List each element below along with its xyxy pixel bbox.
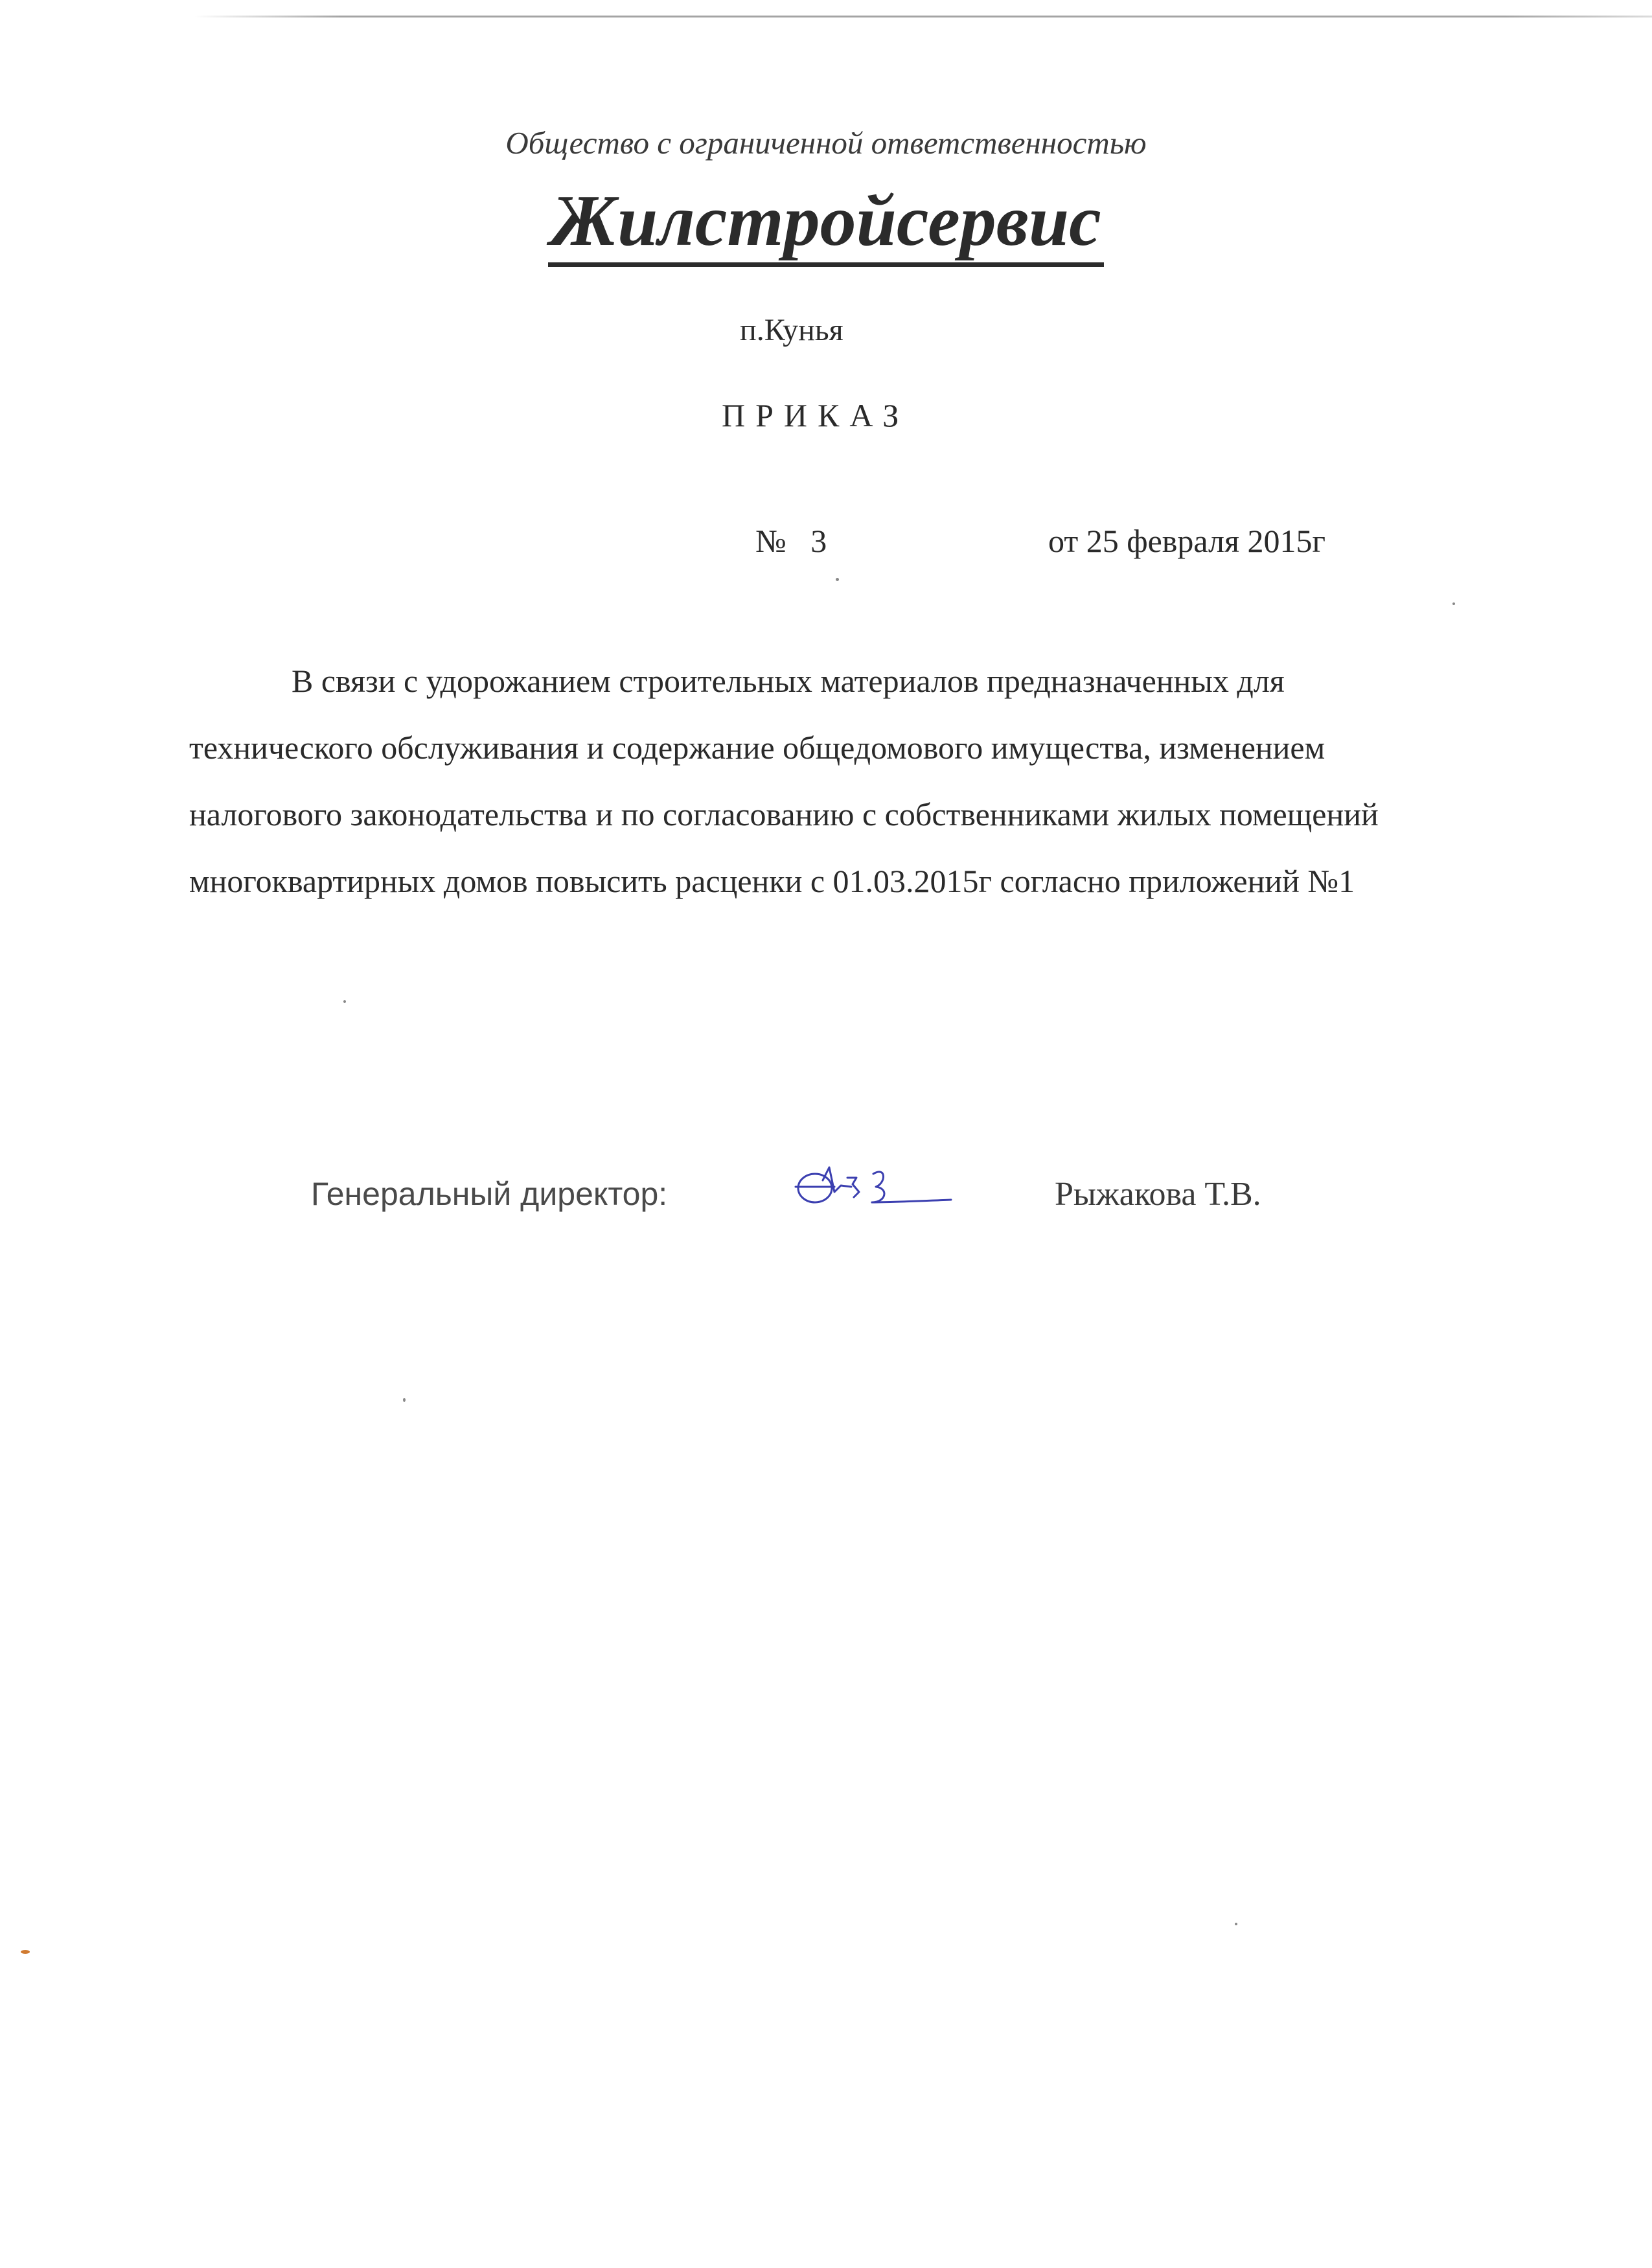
document-type-title: ПРИКАЗ <box>722 397 910 433</box>
order-body-text: В связи с удорожанием строительных материалов предназначенных для технического обслуживания и содержание общедомового имущества, изменением налогового законодательства и по согласованию с собственниками жилых помещений многоквартирных домов повысить расценки с 01.03.2015г согласно приложений №1 <box>189 663 1379 899</box>
order-date: от 25 февраля 2015г <box>1048 523 1325 559</box>
scan-speck <box>1452 602 1455 605</box>
scan-speck <box>21 1950 30 1954</box>
location: п.Кунья <box>740 313 843 347</box>
scan-speck <box>403 1398 406 1402</box>
scan-speck <box>836 578 839 581</box>
organization-type: Общество с ограниченной ответственностью <box>505 125 1147 161</box>
scan-speck <box>1235 1923 1237 1925</box>
signatory-name: Рыжакова Т.В. <box>1055 1176 1261 1213</box>
signatory-title: Генеральный директор: <box>311 1176 668 1212</box>
handwritten-signature <box>789 1154 958 1219</box>
scan-speck <box>343 1000 346 1003</box>
organization-name-text: Жилстройсервис <box>548 181 1104 267</box>
order-number: № 3 <box>755 523 827 559</box>
scan-edge-line <box>194 16 1652 17</box>
organization-name <box>0 181 1652 261</box>
